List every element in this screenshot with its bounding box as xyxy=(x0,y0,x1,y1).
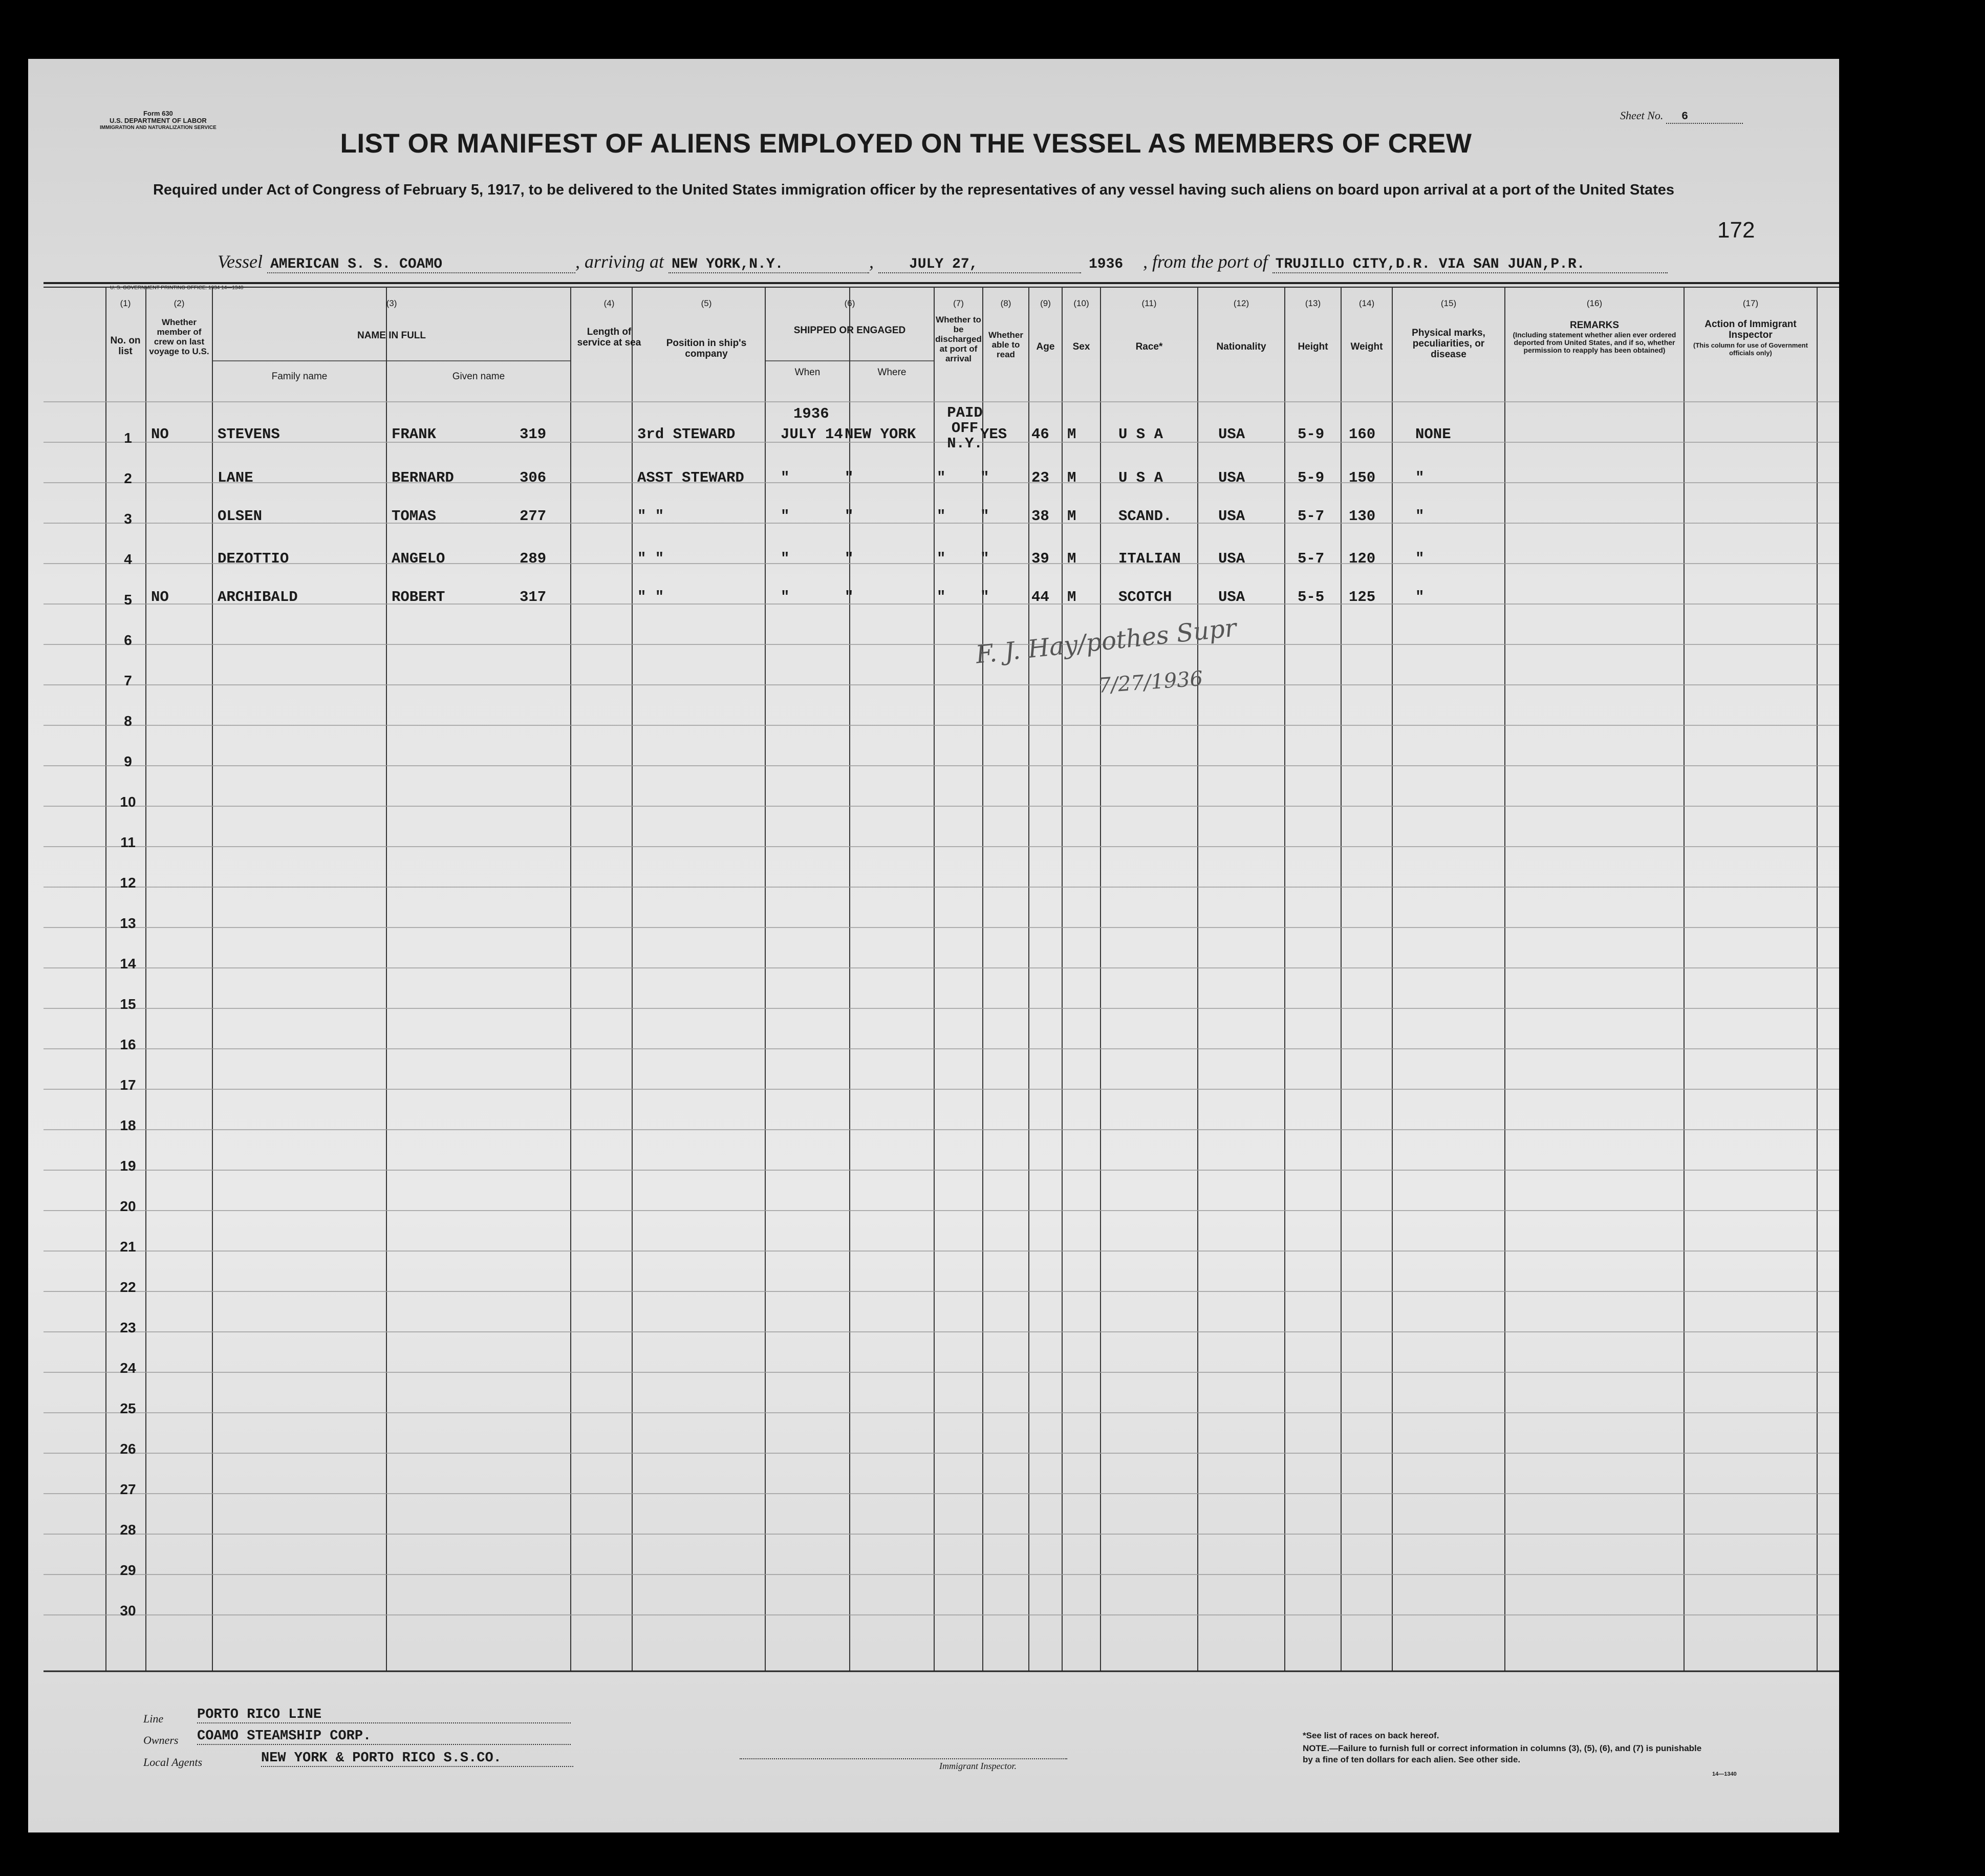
row-number: 7 xyxy=(124,673,132,688)
column-number: (16) xyxy=(1586,298,1603,308)
header-shipped-or-engaged: SHIPPED OR ENGAGED xyxy=(793,325,906,336)
sex-cell: M xyxy=(1067,508,1076,525)
line-value: PORTO RICO LINE xyxy=(197,1707,571,1723)
race-cell: ITALIAN xyxy=(1118,550,1181,567)
row-number: 9 xyxy=(124,753,132,769)
page-number: 172 xyxy=(1717,218,1755,243)
able-to-read-cell: YES xyxy=(980,426,1007,443)
weight-cell: 130 xyxy=(1349,508,1376,525)
header-able-to-read: Whether able to read xyxy=(988,330,1023,359)
discharged-cell: " xyxy=(937,589,946,606)
column-number: (11) xyxy=(1141,298,1157,308)
row-number: 14 xyxy=(120,956,136,972)
length-of-service-cell: 277 xyxy=(520,508,547,525)
row-number: 15 xyxy=(120,996,136,1012)
row-number: 22 xyxy=(120,1279,136,1295)
agents-value: NEW YORK & PORTO RICO S.S.CO. xyxy=(261,1751,573,1767)
column-number: (8) xyxy=(1000,298,1011,308)
shipped-when-cell: " xyxy=(781,508,790,525)
shipped-where-cell: NEW YORK xyxy=(845,426,916,443)
nationality-cell: USA xyxy=(1218,426,1245,443)
races-note: *See list of races on back hereof. xyxy=(1303,1731,1439,1740)
able-to-read-cell: " xyxy=(980,508,989,525)
row-number: 17 xyxy=(120,1077,136,1093)
header-last-voyage: Whether member of crew on last voyage to U.S. xyxy=(149,317,209,356)
family-name-cell: LANE xyxy=(218,469,253,486)
row-number: 16 xyxy=(120,1037,136,1052)
weight-cell: 160 xyxy=(1349,426,1376,443)
physical-marks-cell: " xyxy=(1415,508,1425,525)
form-code: 14—1340 xyxy=(1712,1771,1737,1777)
position-cell: " " xyxy=(637,550,664,567)
row-number: 4 xyxy=(124,551,132,567)
physical-marks-cell: " xyxy=(1415,550,1425,567)
column-number: (1) xyxy=(120,298,131,308)
given-name-cell: BERNARD xyxy=(392,469,454,486)
member-of-crew-cell: NO xyxy=(151,589,169,606)
penalty-note: NOTE.—Failure to furnish full or correct information in columns (3), (5), (6), and (7) is punishable by a fine of ten dollars for each alien. See other side. xyxy=(1303,1743,1702,1764)
inspector-signature: F. J. Hay/pothes Supr xyxy=(974,613,1238,670)
race-cell: U S A xyxy=(1118,426,1163,443)
row-number: 30 xyxy=(120,1603,136,1619)
inspector-signature-line xyxy=(740,1758,1067,1759)
row-number: 24 xyxy=(120,1360,136,1376)
race-cell: SCAND. xyxy=(1118,508,1172,525)
length-of-service-cell: 289 xyxy=(520,550,547,567)
sex-cell: M xyxy=(1067,550,1076,567)
header-length-of-service: Length of service at sea xyxy=(577,327,641,348)
owners-value: COAMO STEAMSHIP CORP. xyxy=(197,1729,571,1745)
department-name: U.S. DEPARTMENT OF LABOR xyxy=(110,117,207,124)
height-cell: 5-7 xyxy=(1298,550,1325,567)
page-title: LIST OR MANIFEST OF ALIENS EMPLOYED ON THE VESSEL AS MEMBERS OF CREW xyxy=(340,128,1472,159)
able-to-read-cell: " xyxy=(980,550,989,567)
header-no-on-list: No. on list xyxy=(110,335,141,357)
row-number: 26 xyxy=(120,1441,136,1457)
header-sex: Sex xyxy=(1072,341,1090,352)
given-name-cell: FRANK xyxy=(392,426,437,443)
height-cell: 5-9 xyxy=(1298,426,1325,443)
shipped-when-cell: JULY 14 xyxy=(781,426,843,443)
row-number: 18 xyxy=(120,1117,136,1133)
position-cell: 3rd STEWARD xyxy=(637,426,736,443)
column-number: (9) xyxy=(1040,298,1051,308)
race-cell: U S A xyxy=(1118,469,1163,486)
row-number: 10 xyxy=(120,794,136,810)
header-remarks-note: (Including statement whether alien ever ordered deported from United States, and if so, whether permission to reapply has been obtained) xyxy=(1513,331,1676,354)
discharged-cell: " xyxy=(937,550,946,567)
able-to-read-cell: " xyxy=(980,469,989,486)
row-number: 2 xyxy=(124,470,132,486)
page-subtitle: Required under Act of Congress of February 5, 1917, to be delivered to the United States immigration officer by the representatives of any vessel having such aliens on board upon arrival at a port of the United States xyxy=(153,182,1675,198)
weight-cell: 125 xyxy=(1349,589,1376,606)
shipped-when-cell: " xyxy=(781,589,790,606)
able-to-read-cell: " xyxy=(980,589,989,606)
row-number: 11 xyxy=(120,834,136,850)
physical-marks-cell: NONE xyxy=(1415,426,1451,443)
line-label: Line xyxy=(143,1712,164,1725)
vessel-label: Vessel xyxy=(218,251,263,272)
age-cell: 46 xyxy=(1031,426,1049,443)
family-name-cell: DEZOTTIO xyxy=(218,550,289,567)
shipped-where-cell: " xyxy=(845,469,854,486)
nationality-cell: USA xyxy=(1218,469,1245,486)
discharged-cell: " xyxy=(937,469,946,486)
row-number: 23 xyxy=(120,1320,136,1335)
signature-date: 7/27/1936 xyxy=(1097,666,1204,698)
arrival-date: JULY 27, xyxy=(878,256,1081,273)
shipped-when-cell: " xyxy=(781,550,790,567)
column-number: (14) xyxy=(1358,298,1375,308)
arriving-label: , arriving at xyxy=(575,251,664,272)
header-race: Race* xyxy=(1135,341,1163,352)
header-remarks: REMARKS xyxy=(1569,320,1620,331)
row-number: 25 xyxy=(120,1400,136,1416)
column-number: (12) xyxy=(1233,298,1249,308)
row-number: 8 xyxy=(124,713,132,729)
header-weight: Weight xyxy=(1350,341,1383,352)
header-age: Age xyxy=(1036,341,1055,352)
family-name-cell: STEVENS xyxy=(218,426,280,443)
age-cell: 23 xyxy=(1031,469,1049,486)
from-port: TRUJILLO CITY,D.R. VIA SAN JUAN,P.R. xyxy=(1272,256,1668,273)
row-number: 12 xyxy=(120,875,136,891)
header-name-in-full: NAME IN FULL xyxy=(357,330,426,341)
shipped-where-cell: " xyxy=(845,508,854,525)
shipped-year-cell: 1936 xyxy=(793,405,829,422)
column-number: (7) xyxy=(953,298,964,308)
age-cell: 44 xyxy=(1031,589,1049,606)
age-cell: 38 xyxy=(1031,508,1049,525)
nationality-cell: USA xyxy=(1218,508,1245,525)
height-cell: 5-7 xyxy=(1298,508,1325,525)
length-of-service-cell: 317 xyxy=(520,589,547,606)
family-name-cell: ARCHIBALD xyxy=(218,589,298,606)
printer-note: U. S. GOVERNMENT PRINTING OFFICE: 1934 14—1340 xyxy=(110,285,244,291)
arrival-year: 1936 xyxy=(1089,256,1124,272)
arriving-port: NEW YORK,N.Y. xyxy=(668,256,869,273)
agents-label: Local Agents xyxy=(143,1756,203,1769)
family-name-cell: OLSEN xyxy=(218,508,263,525)
row-number: 21 xyxy=(120,1239,136,1255)
sex-cell: M xyxy=(1067,469,1076,486)
row-number: 6 xyxy=(124,632,132,648)
row-number: 27 xyxy=(120,1481,136,1497)
nationality-cell: USA xyxy=(1218,589,1245,606)
header-family-name: Family name xyxy=(271,371,328,382)
row-number: 28 xyxy=(120,1522,136,1538)
member-of-crew-cell: NO xyxy=(151,426,169,443)
height-cell: 5-5 xyxy=(1298,589,1325,606)
shipped-when-cell: " xyxy=(781,469,790,486)
sex-cell: M xyxy=(1067,426,1076,443)
vessel-name: AMERICAN S. S. COAMO xyxy=(267,256,575,273)
header-physical-marks: Physical marks, peculiarities, or disease xyxy=(1412,328,1485,360)
race-cell: SCOTCH xyxy=(1118,589,1172,606)
sex-cell: M xyxy=(1067,589,1076,606)
row-number: 5 xyxy=(124,592,132,608)
service-name: IMMIGRATION AND NATURALIZATION SERVICE xyxy=(100,125,217,131)
header-nationality: Nationality xyxy=(1216,341,1266,352)
shipped-where-cell: " xyxy=(845,550,854,567)
sheet-label: Sheet No. xyxy=(1620,109,1664,122)
given-name-cell: TOMAS xyxy=(392,508,437,525)
from-port-label: , from the port of xyxy=(1143,251,1268,272)
vessel-line: Vessel AMERICAN S. S. COAMO , arriving at NEW YORK,N.Y. , JULY 27, 1936 , from the port of TRUJILLO CITY,D.R. VIA SAN JUAN,P.R. xyxy=(218,251,1668,273)
column-number: (17) xyxy=(1742,298,1759,308)
row-number: 3 xyxy=(124,511,132,527)
immigrant-inspector-label: Immigrant Inspector. xyxy=(939,1761,1017,1771)
row-number: 29 xyxy=(120,1562,136,1578)
weight-cell: 120 xyxy=(1349,550,1376,567)
discharged-cell: " xyxy=(937,508,946,525)
given-name-cell: ANGELO xyxy=(392,550,445,567)
position-cell: " " xyxy=(637,508,664,525)
length-of-service-cell: 306 xyxy=(520,469,547,486)
position-cell: " " xyxy=(637,589,664,606)
row-number: 20 xyxy=(120,1198,136,1214)
column-number: (4) xyxy=(603,298,615,308)
column-number: (13) xyxy=(1305,298,1321,308)
position-cell: ASST STEWARD xyxy=(637,469,744,486)
height-cell: 5-9 xyxy=(1298,469,1325,486)
length-of-service-cell: 319 xyxy=(520,426,547,443)
row-number: 13 xyxy=(120,915,136,931)
age-cell: 39 xyxy=(1031,550,1049,567)
column-number: (10) xyxy=(1073,298,1089,308)
column-number: (15) xyxy=(1440,298,1457,308)
physical-marks-cell: " xyxy=(1415,469,1425,486)
sheet-value: 6 xyxy=(1666,110,1743,124)
row-number: 1 xyxy=(124,430,132,446)
header-position: Position in ship's company xyxy=(666,338,747,359)
given-name-cell: ROBERT xyxy=(392,589,445,606)
header-discharged: Whether to be discharged at port of arrival xyxy=(935,315,982,363)
physical-marks-cell: " xyxy=(1415,589,1425,606)
header-given-name: Given name xyxy=(452,371,505,382)
header-height: Height xyxy=(1298,341,1328,352)
column-number: (3) xyxy=(386,298,397,308)
column-number: (6) xyxy=(844,298,855,308)
column-number: (2) xyxy=(174,298,185,308)
owners-label: Owners xyxy=(143,1734,179,1746)
weight-cell: 150 xyxy=(1349,469,1376,486)
header-inspector-note: (This column for use of Government officials only) xyxy=(1693,341,1808,357)
row-number: 19 xyxy=(120,1158,136,1174)
header-when: When xyxy=(794,367,821,378)
nationality-cell: USA xyxy=(1218,550,1245,567)
manifest-sheet xyxy=(28,59,1839,1832)
shipped-where-cell: " xyxy=(845,589,854,606)
header-inspector-action: Action of Immigrant Inspector xyxy=(1704,319,1797,340)
discharged-cell: PAID OFF N.Y. xyxy=(947,404,983,452)
header-where: Where xyxy=(877,367,907,378)
column-number: (5) xyxy=(701,298,712,308)
form-number: Form 630 xyxy=(143,110,173,117)
